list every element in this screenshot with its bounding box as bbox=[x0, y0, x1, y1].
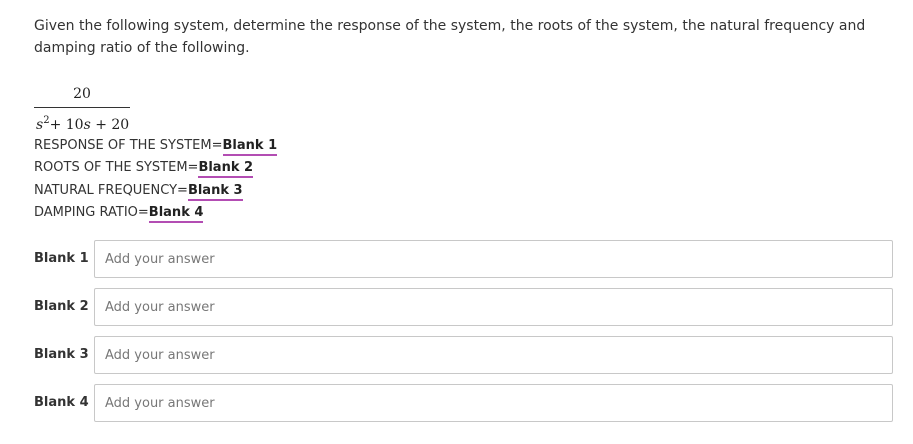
answer-row-blank-1 bbox=[34, 240, 893, 278]
answer-label: Blank 2 bbox=[34, 299, 89, 314]
denominator-term-1: + 10 bbox=[49, 117, 84, 133]
s-variable: s bbox=[36, 117, 44, 133]
transfer-function bbox=[34, 84, 130, 133]
blank-reference: Blank 3 bbox=[188, 183, 243, 201]
blank-reference: Blank 1 bbox=[223, 138, 278, 156]
s-variable: s bbox=[83, 117, 91, 133]
answer-label: Blank 4 bbox=[34, 395, 89, 410]
prompt-label: DAMPING RATIO= bbox=[34, 204, 149, 220]
prompt-roots bbox=[34, 157, 277, 179]
denominator-term-2: + 20 bbox=[95, 117, 130, 133]
answer-input-blank-1[interactable] bbox=[94, 240, 893, 278]
prompt-natural-frequency bbox=[34, 180, 277, 202]
question-text: Given the following system, determine the response of the system, the roots of the system, the natural frequency and damping ratio of the following. bbox=[34, 18, 866, 56]
blank-reference: Blank 2 bbox=[198, 160, 253, 178]
prompt-label: RESPONSE OF THE SYSTEM= bbox=[34, 138, 223, 153]
transfer-function-numerator: 20 bbox=[73, 86, 91, 102]
prompt-damping-ratio bbox=[34, 202, 277, 224]
prompt-response bbox=[34, 135, 277, 157]
prompt-label: ROOTS OF THE SYSTEM= bbox=[34, 160, 199, 176]
answer-row-blank-3 bbox=[34, 336, 893, 374]
power-exponent: 2 bbox=[43, 115, 50, 126]
blank-prompts bbox=[34, 135, 277, 224]
answer-label: Blank 1 bbox=[34, 251, 89, 266]
transfer-function-denominator bbox=[34, 108, 130, 133]
answer-row-blank-2 bbox=[34, 288, 893, 326]
answer-label: Blank 3 bbox=[34, 347, 89, 362]
answer-input-blank-4[interactable] bbox=[94, 384, 893, 422]
answer-input-blank-2[interactable] bbox=[94, 288, 893, 326]
prompt-label: NATURAL FREQUENCY= bbox=[34, 182, 188, 198]
blank-reference: Blank 4 bbox=[149, 205, 204, 223]
answer-input-blank-3[interactable] bbox=[94, 336, 893, 374]
answer-row-blank-4 bbox=[34, 384, 893, 422]
